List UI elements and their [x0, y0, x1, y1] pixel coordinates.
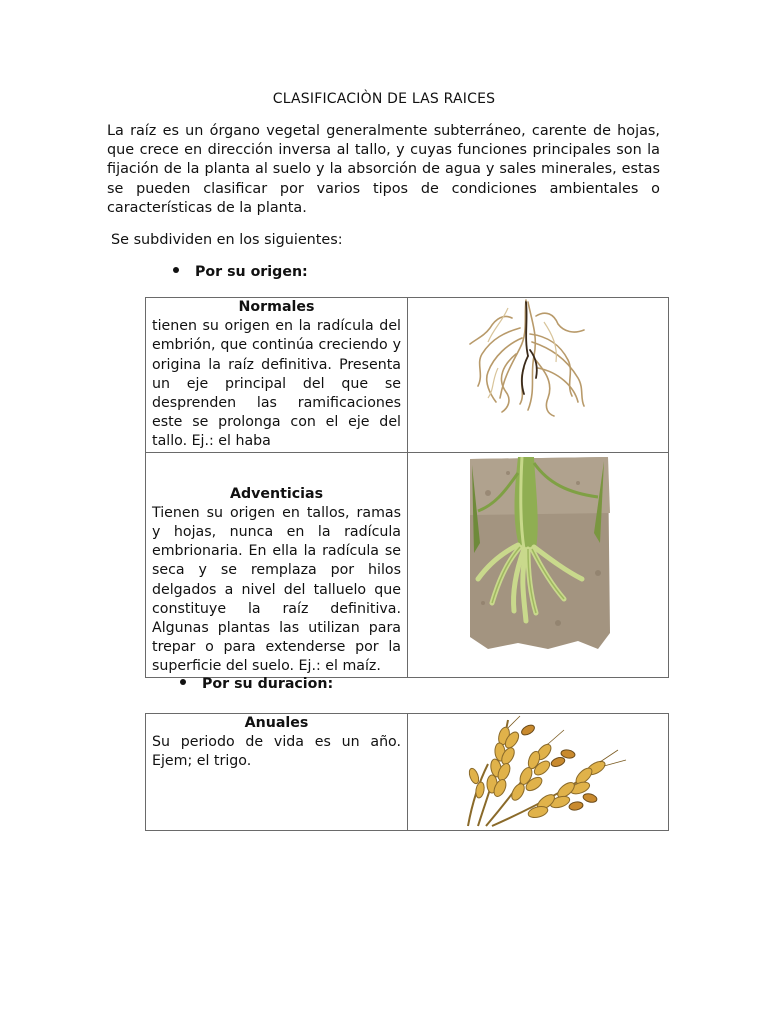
- section-heading-duration: [180, 676, 333, 692]
- bullet-icon: [180, 679, 186, 685]
- root-image-cell: [408, 452, 669, 677]
- root-type-name: Adventicias: [229, 485, 324, 502]
- root-type-name: Anuales: [244, 715, 309, 731]
- root-image-cell: [408, 714, 669, 831]
- dry-taproot-image: [408, 298, 668, 449]
- subdivide-text: Se subdividen en los siguientes:: [111, 232, 343, 248]
- document-title: CLASIFICACIÒN DE LAS RAICES: [272, 91, 496, 107]
- root-description-cell: [146, 714, 408, 831]
- bullet-icon: [173, 267, 179, 273]
- corn-prop-roots-image: [408, 453, 668, 658]
- root-type-description: Su periodo de vida es un año. Ejem; el trigo.: [152, 734, 401, 770]
- origin-table: [145, 297, 669, 678]
- root-type-name: Normales: [238, 299, 315, 315]
- root-description-cell: [146, 298, 408, 453]
- duration-table: [145, 713, 669, 831]
- root-type-description: tienen su origen en la radícula del embrión, que continúa creciendo y origina la raíz definitiva. Presenta un eje principal del que se desprenden las ramificaciones este se prolonga con el eje del tallo. Ej.: el haba: [152, 318, 401, 450]
- table-row: [146, 714, 669, 831]
- section-heading-label: Por su duracion:: [202, 676, 334, 692]
- intro-paragraph: La raíz es un órgano vegetal generalmente subterráneo, carente de hojas, que crece en dirección inversa al tallo, y cuyas funciones principales son la fijación de la planta al suelo y la absorción de agua y sales minerales, estas se pueden clasificar por varios tipos de condiciones ambientales o características de la planta.: [107, 123, 660, 216]
- section-heading-label: Por su origen:: [195, 264, 308, 280]
- table-row: [146, 298, 669, 453]
- root-type-description: Tienen su origen en tallos, ramas y hojas, nunca en la radícula embrionaria. En ella la radícula se seca y se remplaza por hilos delgados a nivel del talluelo que constituye la raíz definitiva. Algunas plantas las utilizan para trepar o para extenderse por la superficie del suelo. Ej.: el maíz.: [152, 504, 401, 675]
- wheat-ears-image: [408, 714, 668, 830]
- section-heading-origin: [173, 264, 308, 280]
- root-image-cell: [408, 298, 669, 453]
- root-description-cell: [146, 452, 408, 677]
- table-row: [146, 452, 669, 677]
